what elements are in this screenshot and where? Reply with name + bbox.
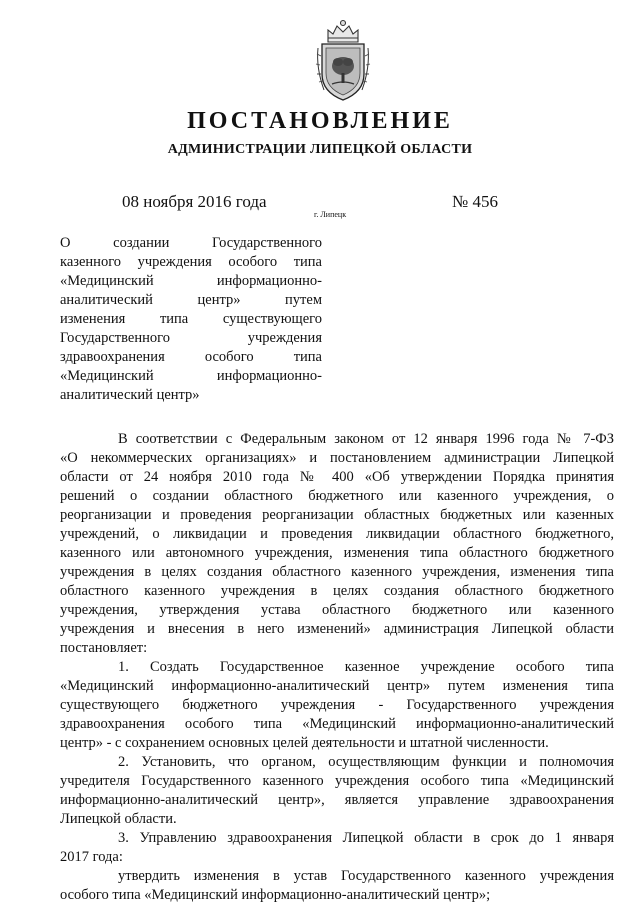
document-title: ПОСТАНОВЛЕНИЕ <box>187 108 453 134</box>
document-number: № 456 <box>452 192 498 211</box>
body-line: учреждений, о ликвидации и проведения ликвидации областного бюджетного, <box>60 526 614 542</box>
body-line: постановляет: <box>60 640 148 656</box>
body-line: учредителя Государственного казенного учреждения особого типа «Медицинский <box>60 773 614 789</box>
body-line: центр» - с сохранением основных целей деятельности и штатной численности. <box>60 735 549 751</box>
body-line: 3. Управлению здравоохранения Липецкой области в срок до 1 января <box>118 830 614 846</box>
document-subject <box>60 234 322 405</box>
subject-line: здравоохранения особого типа <box>60 349 322 365</box>
subject-line: аналитический центр» путем <box>60 292 322 308</box>
body-line: особого типа «Медицинский информационно-аналитический центр»; <box>60 887 491 903</box>
subject-line: О создании Государственного <box>60 235 322 251</box>
document-body <box>60 430 614 905</box>
body-line: учреждения, утверждения устава областного бюджетного или казенного <box>60 602 614 618</box>
subject-line: «Медицинский информационно- <box>60 368 322 384</box>
body-line: реорганизации и проведения реорганизации областных бюджетных или казенных <box>60 507 614 523</box>
body-line: здравоохранения особого типа «Медицинский информационно-аналитический <box>60 716 614 732</box>
document-date: 08 ноября 2016 года <box>122 192 267 211</box>
body-line: информационно-аналитический центр», является управление здравоохранения <box>60 792 614 808</box>
subject-line: казенного учреждения особого типа <box>60 254 322 270</box>
shield-icon <box>316 44 370 100</box>
body-line: решений о создании областного бюджетного или казенного учреждения, о <box>60 488 614 504</box>
body-line: казенного или автономного учреждения, изменения типа областного бюджетного <box>60 545 614 561</box>
body-line: Липецкой области. <box>60 811 177 827</box>
body-line: 2017 года: <box>60 849 123 865</box>
body-line: учреждения и внесения в него изменений» администрация Липецкой области <box>60 621 614 637</box>
body-line: существующего бюджетного учреждения - Государственного учреждения <box>60 697 614 713</box>
body-line: «Медицинский информационно-аналитический центр» путем изменения типа <box>60 678 614 694</box>
body-line: учреждения в целях создания областного казенного учреждения, изменения типа <box>60 564 614 580</box>
subject-line: «Медицинский информационно- <box>60 273 322 289</box>
body-line: В соответствии с Федеральным законом от 12 января 1996 года № 7-ФЗ <box>118 431 614 447</box>
subject-line: Государственного учреждения <box>60 330 322 346</box>
document-subtitle: АДМИНИСТРАЦИИ ЛИПЕЦКОЙ ОБЛАСТИ <box>167 142 473 157</box>
coat-of-arms-emblem <box>314 18 372 102</box>
body-line: 1. Создать Государственное казенное учреждение особого типа <box>118 659 614 675</box>
body-line: утвердить изменения в устав Государственного казенного учреждения <box>118 868 614 884</box>
crown-icon <box>328 21 358 43</box>
subject-line: аналитический центр» <box>60 387 200 403</box>
body-line: «О некоммерческих организациях» и постановлением администрации Липецкой <box>60 450 614 466</box>
document-place: г. Липецк <box>314 210 347 219</box>
body-line: областного казенного учреждения в целях создания областного бюджетного <box>60 583 614 599</box>
subject-line: изменения типа существующего <box>60 311 322 327</box>
body-line: 2. Установить, что органом, осуществляющим функции и полномочия <box>118 754 614 770</box>
body-line: области от 24 ноября 2010 года № 400 «Об утверждении Порядка принятия <box>60 469 614 485</box>
